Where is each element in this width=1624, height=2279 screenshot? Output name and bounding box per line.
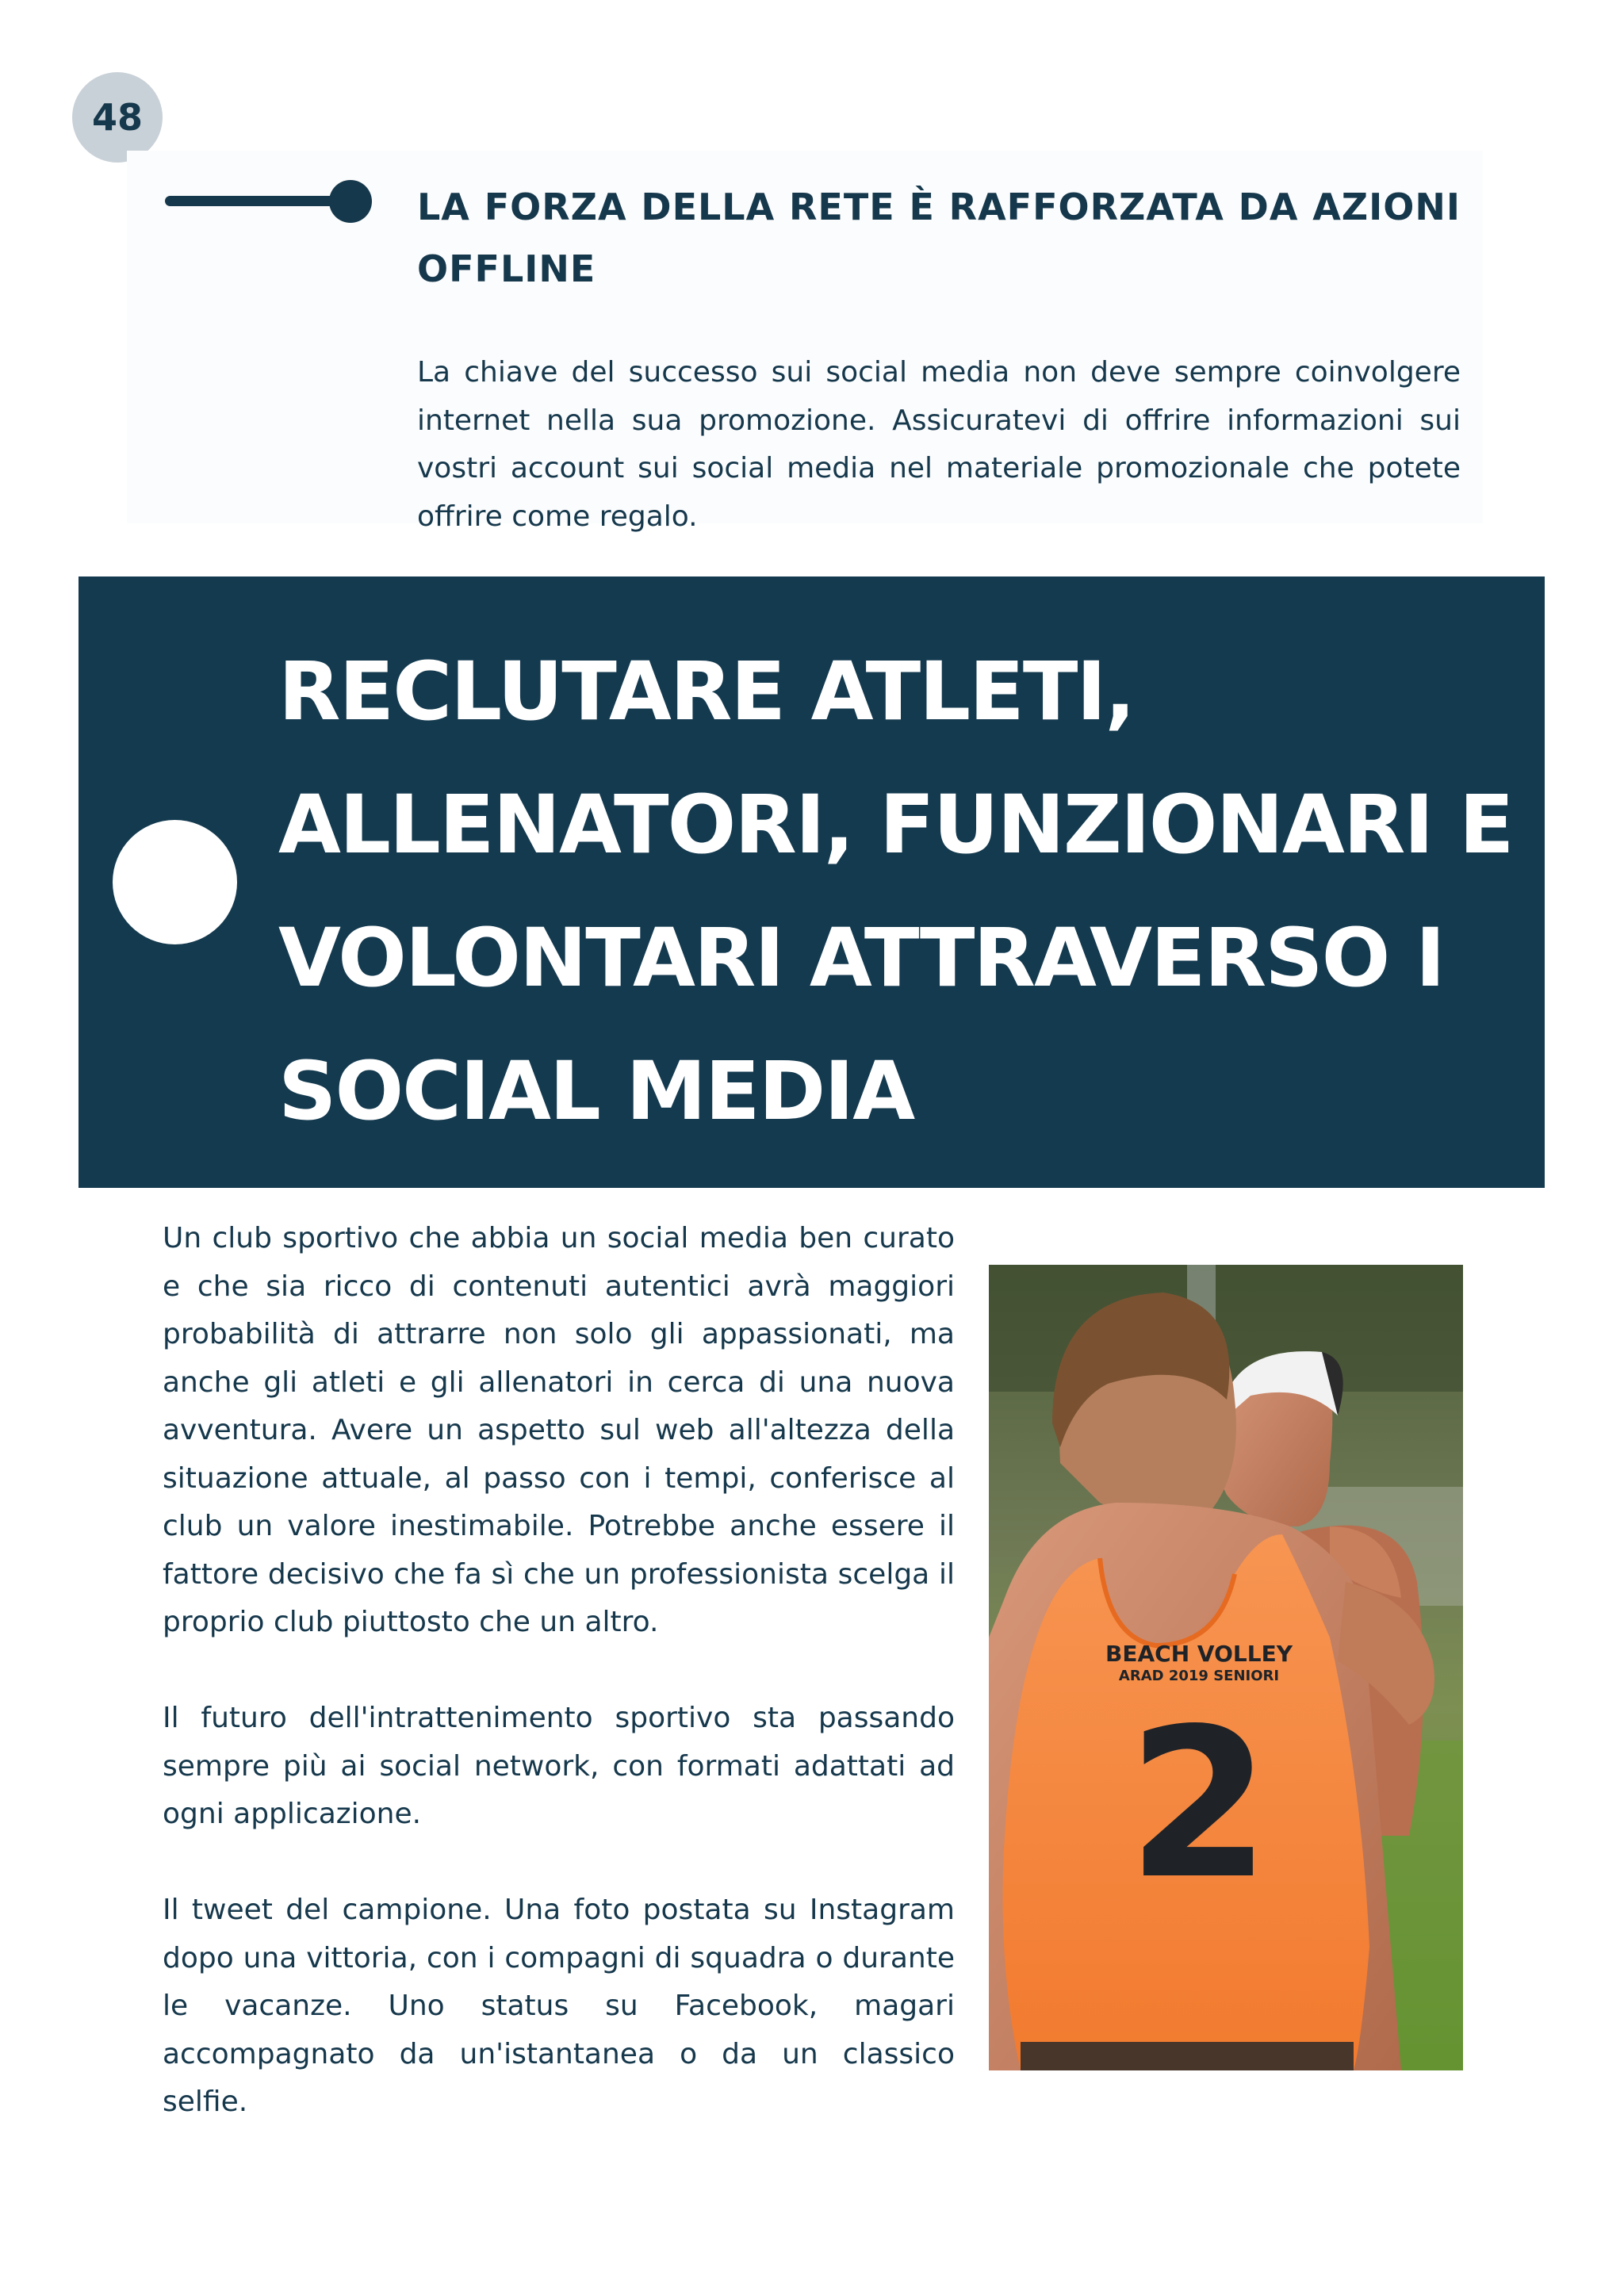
- section-paragraph: La chiave del successo sui social media non deve sempre coinvolgere internet nella sua promozione. Assicuratevi di offrire informazioni sui vostri account sui social media nel materiale promozionale che potete offrire come regalo.: [417, 356, 1461, 533]
- connector-line: [165, 196, 347, 206]
- title-banner: [79, 576, 1545, 1188]
- athletes-hug-photo: [989, 1265, 1463, 2070]
- page-number: 48: [72, 72, 163, 163]
- banner-title: RECLUTARE ATLETI, ALLENATORI, FUNZIONARI E VOLONTARI ATTRAVERSO I SOCIAL MEDIA: [278, 645, 1513, 1139]
- body-paragraph-1: Un club sportivo che abbia un social media ben curato e che sia ricco di contenuti autentici avrà maggiori probabilità di attrarre non solo gli appassionati, ma anche gli atleti e gli allenatori in cerca di una nuova avventura. Avere un aspetto sul web all'altezza della situazione attuale, al passo con i tempi, conferisce al club un valore inestimabile. Potrebbe anche essere il fattore decisivo che fa sì che un professionista scelga il proprio club piuttosto che un altro.: [163, 1222, 955, 1638]
- body-paragraph-3: Il tweet del campione. Una foto postata su Instagram dopo una vittoria, con i compagni di squadra o durante le vacanze. Uno status su Facebook, magari accompagnato da un'istantanea o da un classico selfie.: [163, 1894, 955, 2118]
- body-text: [163, 1215, 955, 2127]
- banner-circle: [113, 820, 237, 944]
- section-heading: LA FORZA DELLA RETE È RAFFORZATA DA AZIONI OFFLINE: [417, 186, 1461, 290]
- jersey-text-line2: ARAD 2019 SENIORI: [1118, 1668, 1280, 1684]
- jersey-number: 2: [1127, 1685, 1271, 1925]
- connector-dot: [329, 180, 372, 223]
- body-paragraph-2: Il futuro dell'intrattenimento sportivo sta passando sempre più ai social network, con formati adattati ad ogni applicazione.: [163, 1702, 955, 1830]
- jersey-text-line1: BEACH VOLLEY: [1105, 1641, 1293, 1667]
